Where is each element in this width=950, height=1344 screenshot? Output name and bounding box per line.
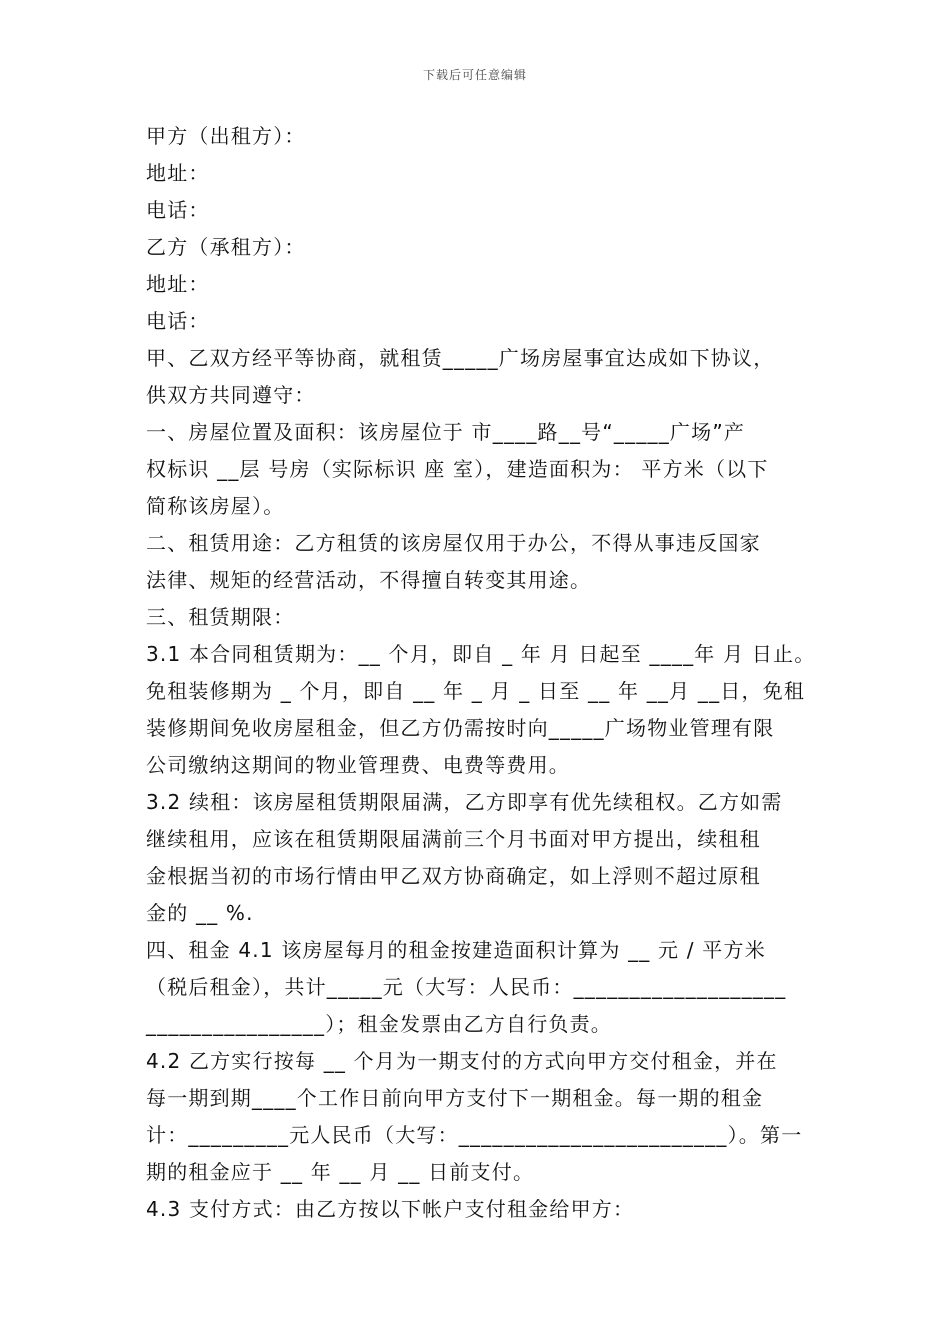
text-line: 免租装修期为 _ 个月，即自 __ 年 _ 月 _ 日至 __ 年 __月 __日，免租 [146, 679, 806, 703]
text-line: ________________）；租金发票由乙方自行负责。 [146, 1012, 612, 1036]
text-line: （税后租金），共计_____元（大写：人民币：___________________ [146, 975, 787, 999]
text-line: 一、房屋位置及面积：该房屋位于 市____路__号“_____广场”产 [146, 420, 746, 444]
contract-body [146, 118, 836, 1228]
text-line: 计：_________元人民币（大写：________________________）。第一 [146, 1123, 803, 1147]
text-line: 金的 __ %. [146, 901, 254, 925]
text-line: 装修期间免收房屋租金，但乙方仍需按时向_____广场物业管理有限 [146, 716, 775, 740]
text-line: 乙方（承租方）： [146, 235, 306, 259]
text-line: 电话： [146, 309, 210, 333]
text-line: 地址： [146, 161, 210, 185]
text-line: 4.2 乙方实行按每 __ 个月为一期支付的方式向甲方交付租金，并在 [146, 1049, 778, 1073]
text-line: 3.2 续租：该房屋租赁期限届满，乙方即享有优先续租权。乙方如需 [146, 790, 783, 814]
text-line: 电话： [146, 198, 210, 222]
text-line: 二、租赁用途：乙方租赁的该房屋仅用于办公，不得从事违反国家 [146, 531, 761, 555]
text-line: 地址： [146, 272, 210, 296]
text-line: 甲方（出租方）： [146, 124, 306, 148]
page-header: 下载后可任意编辑 [422, 68, 527, 82]
text-line: 金根据当初的市场行情由甲乙双方协商确定，如上浮则不超过原租 [146, 864, 761, 888]
text-line: 期的租金应于 __ 年 __ 月 __ 日前支付。 [146, 1160, 535, 1184]
text-line: 供双方共同遵守： [146, 383, 316, 407]
text-line: 法律、规矩的经营活动，不得擅自转变其用途。 [146, 568, 592, 592]
text-line: 四、租金 4.1 该房屋每月的租金按建造面积计算为 __ 元 / 平方米 [146, 938, 766, 962]
text-line: 3.1 本合同租赁期为：__ 个月，即自 _ 年 月 日起至 ____年 月 日止。 [146, 642, 816, 666]
text-line: 三、租赁期限： [146, 605, 295, 629]
text-line: 4.3 支付方式：由乙方按以下帐户支付租金给甲方： [146, 1197, 635, 1221]
text-line: 继续租用，应该在租赁期限届满前三个月书面对甲方提出，续租租 [146, 827, 761, 851]
text-line: 简称该房屋）。 [146, 494, 285, 518]
text-line: 公司缴纳这期间的物业管理费、电费等费用。 [146, 753, 570, 777]
text-line: 每一期到期____个工作日前向甲方支付下一期租金。每一期的租金 [146, 1086, 764, 1110]
text-line: 权标识 __层 号房（实际标识 座 室），建造面积为： 平方米（以下 [146, 457, 769, 481]
text-line: 甲、乙双方经平等协商，就租赁_____广场房屋事宜达成如下协议， [146, 346, 775, 370]
